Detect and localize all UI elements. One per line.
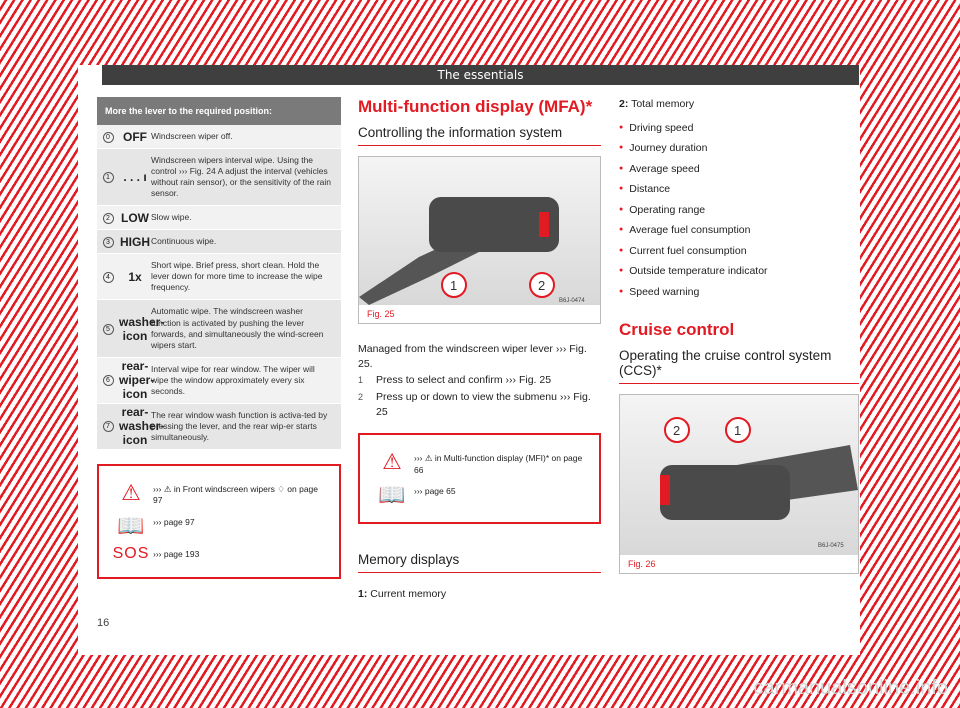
manual-line <box>109 513 329 539</box>
intro-text: Managed from the windscreen wiper lever ››› Fig. 25. <box>358 343 587 370</box>
row-description: Short wipe. Brief press, short clean. Hold the lever down for more time to increase the wipe frequency. <box>151 260 323 293</box>
section-title-cruise: Cruise control <box>619 320 735 340</box>
position-icon: washer-icon <box>119 314 165 343</box>
figure-code: B6J-0474 <box>559 298 585 304</box>
position-icon: rear-washer-icon <box>119 405 165 448</box>
row-number: 4 <box>97 271 119 283</box>
table-row <box>97 300 341 357</box>
table-row <box>97 404 341 450</box>
warning-box-mfa <box>358 433 601 524</box>
manual-icon: 📖 <box>378 482 406 508</box>
cruise-lever-illustration <box>620 395 858 555</box>
section-title-mfa: Multi-function display (MFA)* <box>358 97 593 116</box>
warning-line <box>370 449 589 476</box>
position-icon: . . . ı <box>123 170 147 185</box>
warning-text[interactable]: ››› ⚠ in Multi-function display (MFI)* on page 66 <box>414 453 583 475</box>
subsection-title-memory: Memory displays <box>358 552 601 573</box>
column-right <box>619 97 859 574</box>
warning-icon: ⚠ <box>382 449 402 475</box>
list-item: ● Driving speed <box>619 118 859 139</box>
page-header: The essentials <box>102 65 859 85</box>
row-number: 6 <box>97 374 119 386</box>
memory-list <box>619 118 859 303</box>
subsection-title-ccs: Operating the cruise control system (CCS)* <box>619 348 859 384</box>
subsection-title-info: Controlling the information system <box>358 125 601 146</box>
lever-illustration <box>359 157 600 305</box>
position-icon: rear-wiper-icon <box>119 359 155 402</box>
figure-25 <box>358 156 601 324</box>
wiper-table <box>97 97 341 450</box>
position-icon: 1x <box>128 269 142 284</box>
warning-box-wipers <box>97 464 341 579</box>
step-1: 1 Press to select and confirm ››› Fig. 25 <box>358 374 552 387</box>
table-row <box>97 206 341 230</box>
list-item: ● Outside temperature indicator <box>619 261 859 282</box>
list-item: ● Average speed <box>619 159 859 180</box>
manual-ref-text[interactable]: ››› page 65 <box>414 486 456 497</box>
list-item: ● Distance <box>619 179 859 200</box>
row-description: Windscreen wipers interval wipe. Using the control ››› Fig. 24 A adjust the interval (vehicles without rain sensor), or the sensitivity of the rain sensor. <box>151 155 331 199</box>
row-number: 3 <box>97 236 119 248</box>
figure-caption: Fig. 26 <box>628 559 656 570</box>
manual-icon: 📖 <box>117 512 145 538</box>
table-row <box>97 149 341 206</box>
column-middle <box>358 97 601 602</box>
row-number: 0 <box>97 131 119 143</box>
memory-1: 1: Current memory <box>358 588 447 601</box>
sos-icon: SOS <box>112 544 150 562</box>
figure-26 <box>619 394 859 574</box>
step-2: 2 Press up or down to view the submenu ››› Fig. 25 <box>358 391 591 418</box>
table-body <box>97 125 341 450</box>
cruise-lever-image <box>620 395 858 555</box>
row-description: Interval wipe for rear window. The wiper will wipe the window approximately every six seconds. <box>151 363 315 396</box>
row-description: The rear window wash function is activa-ted by pressing the lever, and the rear wip-er starts simultaneously. <box>151 409 328 442</box>
figure-code: B6J-0475 <box>818 543 844 550</box>
position-icon: OFF <box>123 129 147 144</box>
svg-text:2: 2 <box>673 423 681 439</box>
sos-ref-text[interactable]: ››› page 193 <box>153 548 200 559</box>
svg-text:1: 1 <box>734 423 742 439</box>
table-row <box>97 254 341 300</box>
list-item: ● Journey duration <box>619 138 859 159</box>
row-description: Slow wipe. <box>151 212 192 223</box>
watermark: carmanualsonline.info <box>753 677 948 699</box>
manual-line <box>370 482 589 508</box>
memory-2: 2: Total memory <box>619 98 695 110</box>
row-description: Windscreen wiper off. <box>151 131 233 141</box>
row-description: Automatic wipe. The windscreen washer function is activated by pushing the lever forwards, and simultaneously the wind-screen wipers start. <box>151 306 324 350</box>
row-number: 1 <box>97 171 119 183</box>
table-row <box>97 358 341 404</box>
page-number: 16 <box>97 617 110 629</box>
row-number: 2 <box>97 212 119 224</box>
position-icon: HIGH <box>120 234 150 249</box>
list-item: ● Current fuel consumption <box>619 241 859 262</box>
position-icon: LOW <box>121 210 149 225</box>
warning-text[interactable]: ››› ⚠ in Front windscreen wipers ♢ on page 97 <box>153 483 318 506</box>
sos-line <box>109 545 329 563</box>
svg-text:2: 2 <box>538 278 546 293</box>
list-item: ● Speed warning <box>619 282 859 303</box>
row-description: Continuous wipe. <box>151 236 217 247</box>
list-item: ● Operating range <box>619 200 859 221</box>
row-number: 5 <box>97 323 119 335</box>
svg-text:1: 1 <box>450 278 458 293</box>
row-number: 7 <box>97 420 119 432</box>
list-item: ● Average fuel consumption <box>619 220 859 241</box>
warning-line <box>109 480 329 507</box>
table-row <box>97 125 341 149</box>
figure-caption: Fig. 25 <box>367 309 395 319</box>
table-heading: More the lever to the required position: <box>97 97 341 125</box>
table-row <box>97 230 341 254</box>
manual-ref-text[interactable]: ››› page 97 <box>153 516 195 527</box>
column-left <box>97 97 341 579</box>
lever-image <box>359 157 600 305</box>
warning-icon: ⚠ <box>121 479 141 505</box>
